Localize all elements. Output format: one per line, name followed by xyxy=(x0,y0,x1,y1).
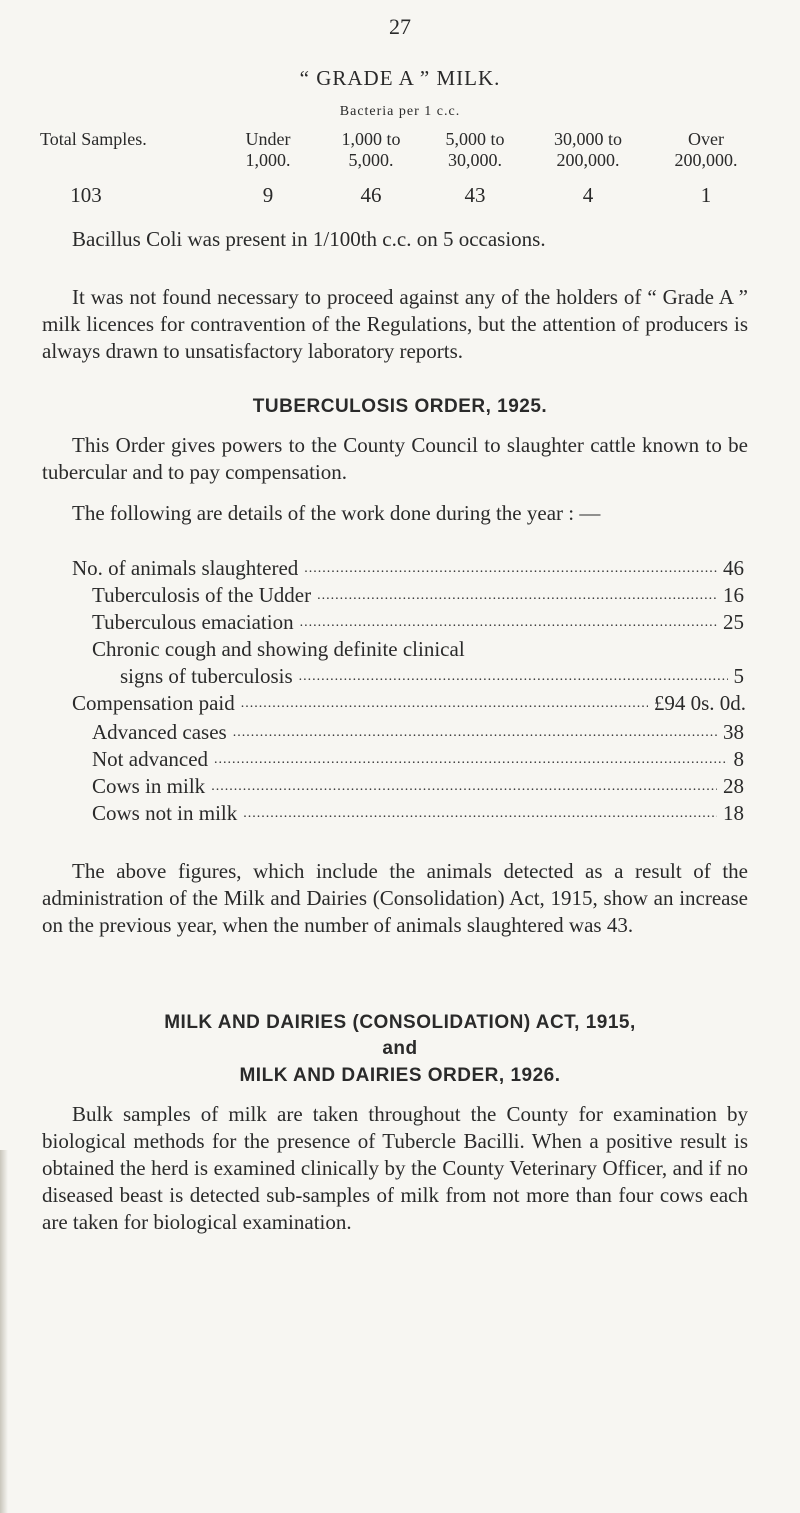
col-head-total: Total Samples. xyxy=(40,129,147,149)
tuberculosis-order-heading: TUBERCULOSIS ORDER, 1925. xyxy=(252,396,548,417)
col-head-30000-200000: 30,000 to 200,000. xyxy=(553,129,622,170)
value-1000-5000: 46 xyxy=(360,183,382,207)
milk-order-heading: MILK AND DAIRIES ORDER, 1926. xyxy=(239,1065,561,1086)
bacillus-paragraph: Bacillus Coli was present in 1/100th c.c. on 5 occasions. xyxy=(72,227,546,251)
value-5000-30000: 43 xyxy=(464,183,486,207)
list-item: Cows not in milk ..... 18 xyxy=(92,800,744,827)
bulk-samples-paragraph: Bulk samples of milk are taken throughout the County for examination by biological methods for the presence of Tubercle Bacilli. When a positive result is obtained the herd is examined clinically by the County Veterinary Officer, and if no diseased beast is detected sub-samples of milk from not more than four cows each are taken for biological examination. xyxy=(42,1102,748,1234)
value-30000-200000: 4 xyxy=(582,183,594,207)
list-item: signs of tuberculosis ..... 5 xyxy=(120,663,744,690)
list-item: No. of animals slaughtered ..... 46 xyxy=(72,555,744,582)
page-edge-shadow xyxy=(0,1150,8,1513)
list-item: Cows in milk ..... 28 xyxy=(92,773,744,800)
value-over-200000: 1 xyxy=(700,183,712,207)
bacteria-subtitle: Bacteria per 1 c.c. xyxy=(339,104,461,119)
grade-a-title: “ GRADE A ” MILK. xyxy=(299,66,501,90)
value-total-samples: 103 xyxy=(70,183,102,207)
col-head-5000-30000: 5,000 to 30,000. xyxy=(445,129,505,170)
list-item: Tuberculous emaciation ..... 25 xyxy=(92,609,744,636)
milk-heading-and: and xyxy=(382,1038,418,1059)
col-head-over-200000: Over 200,000. xyxy=(674,129,738,170)
tb-intro-paragraph: This Order gives powers to the County Council to slaughter cattle known to be tubercular and to pay compensation. xyxy=(42,433,748,484)
col-head-1000-5000: 1,000 to 5,000. xyxy=(341,129,401,170)
col-head-under-1000: Under 1,000. xyxy=(245,129,291,170)
page-number: 27 xyxy=(389,14,411,39)
list-item: Advanced cases ..... 38 xyxy=(92,719,744,746)
tb-details-intro: The following are details of the work done during the year : — xyxy=(72,501,601,525)
list-item: Tuberculosis of the Udder ..... 16 xyxy=(92,582,744,609)
list-item: Not advanced ..... 8 xyxy=(92,746,744,773)
milk-act-heading: MILK AND DAIRIES (CONSOLIDATION) ACT, 1915, xyxy=(164,1012,636,1033)
list-item-label: Chronic cough and showing definite clinical xyxy=(92,637,465,661)
list-item: Compensation paid ..... £94 0s. 0d. xyxy=(72,690,746,717)
licence-paragraph: It was not found necessary to proceed against any of the holders of “ Grade A ” milk licences for contravention of the Regulations, but the attention of producers is always drawn to unsatisfactory laboratory reports. xyxy=(42,285,748,363)
tb-summary-paragraph: The above figures, which include the animals detected as a result of the administration of the Milk and Dairies (Consolidation) Act, 1915, show an increase on the previous year, when the number of animals slaughtered was 43. xyxy=(42,859,748,937)
value-under-1000: 9 xyxy=(262,183,274,207)
